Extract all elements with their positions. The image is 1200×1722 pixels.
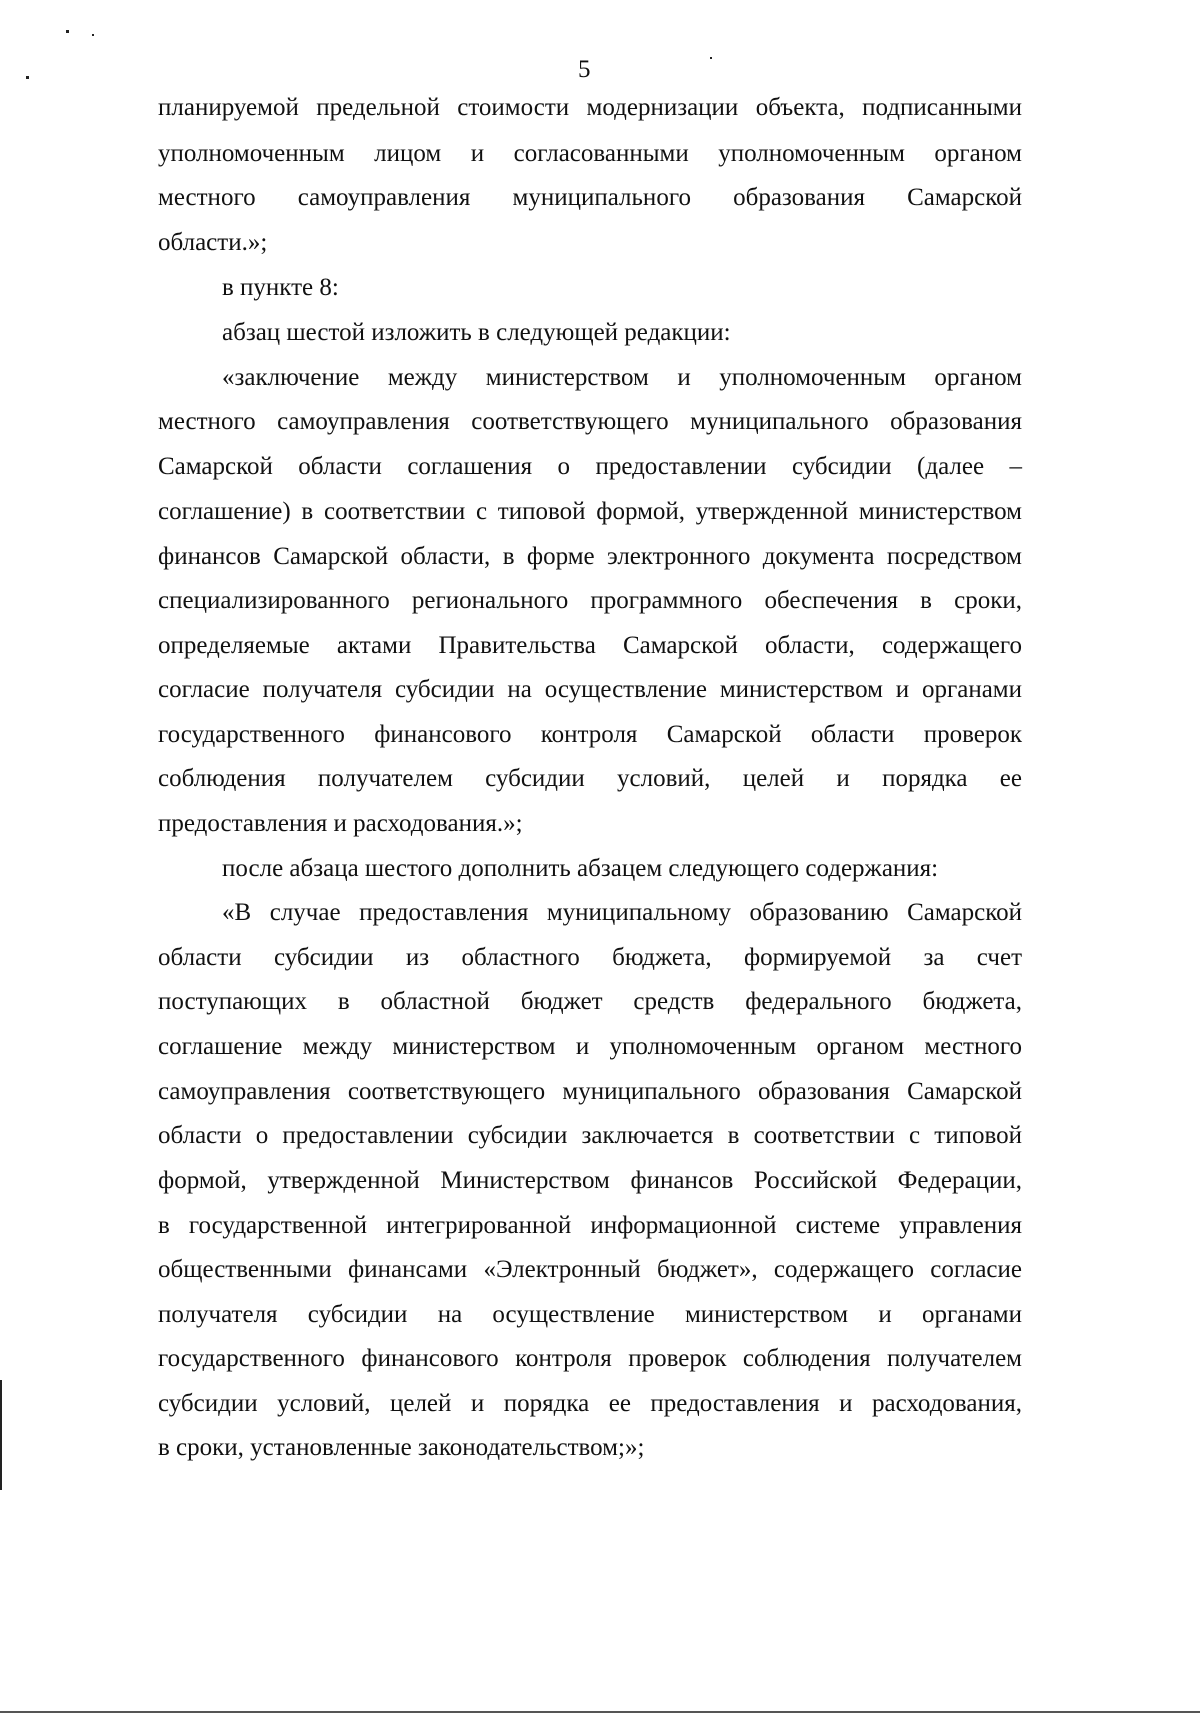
text-line: соглашение между министерством и уполномоченным органом местного bbox=[158, 1033, 1022, 1060]
text-line: абзац шестой изложить в следующей редакции: bbox=[222, 319, 731, 346]
text-line: государственного финансового контроля Самарской области проверок bbox=[158, 721, 1022, 748]
text-line: самоуправления соответствующего муниципального образования Самарской bbox=[158, 1078, 1022, 1105]
scan-speck bbox=[92, 34, 94, 36]
text-line: местного самоуправления муниципального образования Самарской bbox=[158, 184, 1022, 211]
text-line: в государственной интегрированной информационной системе управления bbox=[158, 1212, 1022, 1239]
text-line: «В случае предоставления муниципальному образованию Самарской bbox=[222, 899, 1022, 926]
text-line: предоставления и расходования.»; bbox=[158, 810, 523, 837]
text-line: области субсидии из областного бюджета, формируемой за счет bbox=[158, 944, 1022, 971]
text-line: получателя субсидии на осуществление министерством и органами bbox=[158, 1301, 1022, 1328]
text-line: определяемые актами Правительства Самарской области, содержащего bbox=[158, 632, 1022, 659]
text-line: Самарской области соглашения о предоставлении субсидии (далее – bbox=[158, 453, 1022, 480]
page-number: 5 bbox=[578, 56, 591, 83]
scan-speck bbox=[66, 30, 69, 33]
text-line: общественными финансами «Электронный бюджет», содержащего согласие bbox=[158, 1256, 1022, 1283]
scan-speck bbox=[710, 57, 712, 59]
text-line: специализированного регионального программного обеспечения в сроки, bbox=[158, 587, 1022, 614]
text-line: соблюдения получателем субсидии условий, целей и порядка ее bbox=[158, 765, 1022, 792]
text-line: в пункте 8: bbox=[222, 274, 339, 301]
text-line: планируемой предельной стоимости модернизации объекта, подписанными bbox=[158, 94, 1022, 121]
text-line: местного самоуправления соответствующего муниципального образования bbox=[158, 408, 1022, 435]
text-line: согласие получателя субсидии на осуществление министерством и органами bbox=[158, 676, 1022, 703]
text-line: финансов Самарской области, в форме электронного документа посредством bbox=[158, 543, 1022, 570]
text-line: соглашение) в соответствии с типовой формой, утвержденной министерством bbox=[158, 498, 1022, 525]
scan-speck bbox=[26, 76, 29, 79]
text-line: формой, утвержденной Министерством финансов Российской Федерации, bbox=[158, 1167, 1022, 1194]
text-line: уполномоченным лицом и согласованными уполномоченным органом bbox=[158, 140, 1022, 167]
scan-bottom-line bbox=[0, 1711, 1200, 1713]
text-line: после абзаца шестого дополнить абзацем следующего содержания: bbox=[222, 855, 939, 882]
text-line: государственного финансового контроля проверок соблюдения получателем bbox=[158, 1345, 1022, 1372]
text-line: «заключение между министерством и уполномоченным органом bbox=[222, 364, 1022, 391]
text-line: субсидии условий, целей и порядка ее предоставления и расходования, bbox=[158, 1390, 1022, 1417]
text-line: области.»; bbox=[158, 229, 268, 256]
scan-edge-line bbox=[0, 1380, 2, 1490]
text-line: в сроки, установленные законодательством;»; bbox=[158, 1434, 645, 1461]
text-line: области о предоставлении субсидии заключается в соответствии с типовой bbox=[158, 1122, 1022, 1149]
text-line: поступающих в областной бюджет средств федерального бюджета, bbox=[158, 988, 1022, 1015]
